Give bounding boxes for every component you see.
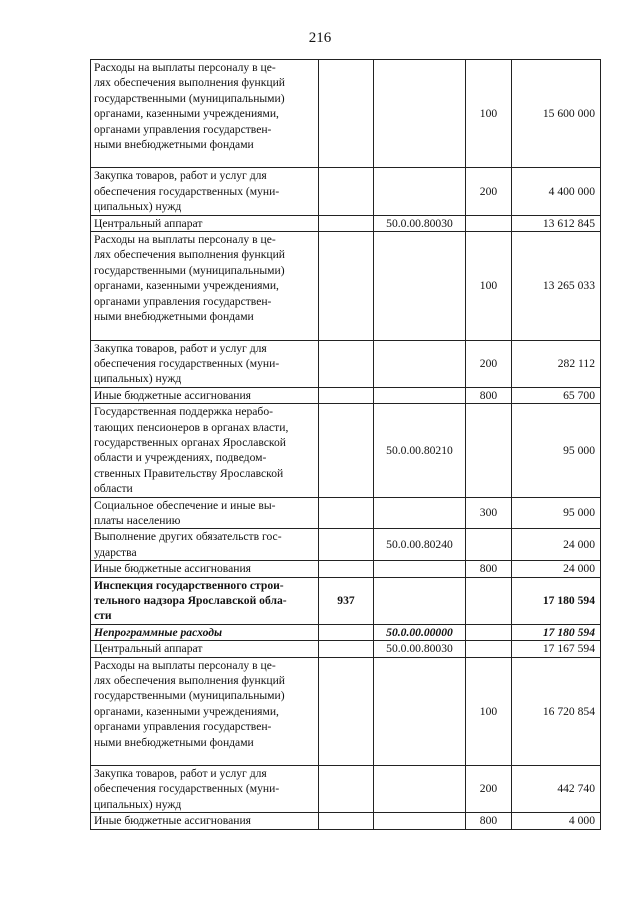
ministry-code-cell — [319, 577, 374, 624]
amount-text: 17 167 594 — [542, 642, 595, 656]
ministry-code-cell — [319, 497, 374, 529]
ministry-code-cell — [319, 641, 374, 657]
program-code-cell — [374, 404, 466, 497]
table-row — [91, 657, 601, 765]
program-code-cell — [374, 387, 466, 403]
item-name-cell — [91, 340, 319, 387]
ministry-code-cell — [319, 657, 374, 765]
page-number: 216 — [308, 30, 332, 46]
item-name-cell — [91, 404, 319, 497]
program-code-cell — [374, 340, 466, 387]
table-row — [91, 641, 601, 657]
expense-type-cell — [466, 404, 512, 497]
item-name-text: Расходы на выплаты персоналу в це- лях обеспечения выполнения функций государственными (муниципальными) органами, казенными учреждениями, органами управления государствен- ными внебюджетными фондами — [94, 61, 285, 152]
item-name-cell — [91, 168, 319, 215]
expense-type-cell — [466, 215, 512, 231]
table-row — [91, 561, 601, 577]
ministry-code-cell — [319, 529, 374, 561]
item-name-text: Социальное обеспечение и иные вы- платы населению — [94, 498, 276, 527]
item-name-text: Иные бюджетные ассигнования — [94, 814, 251, 828]
ministry-code-cell — [319, 404, 374, 497]
budget-table — [90, 59, 601, 830]
amount-cell — [512, 641, 601, 657]
program-code-cell — [374, 624, 466, 640]
amount-cell — [512, 766, 601, 813]
ministry-code-text: 937 — [337, 594, 355, 607]
expense-type-cell — [466, 641, 512, 657]
program-code-cell — [374, 641, 466, 657]
amount-text: 13 265 033 — [542, 279, 595, 293]
ministry-code-cell — [319, 561, 374, 577]
item-name-text: Закупка товаров, работ и услуг для обеспечения государственных (муни- ципальных) нужд — [94, 169, 280, 214]
amount-text: 24 000 — [563, 538, 595, 552]
amount-cell — [512, 215, 601, 231]
program-code-cell — [374, 60, 466, 168]
amount-cell — [512, 387, 601, 403]
ministry-code-cell — [319, 813, 374, 829]
ministry-code-cell — [319, 624, 374, 640]
expense-type-text: 200 — [479, 356, 498, 370]
item-name-cell — [91, 60, 319, 168]
program-code-cell — [374, 529, 466, 561]
expense-type-text: 100 — [479, 107, 498, 121]
amount-text: 4 400 000 — [548, 184, 595, 198]
table-row — [91, 168, 601, 215]
amount-cell — [512, 657, 601, 765]
item-name-cell — [91, 387, 319, 403]
table-row — [91, 340, 601, 387]
amount-text: 4 000 — [568, 814, 595, 828]
item-name-cell — [91, 657, 319, 765]
item-name-text: Непрограммные расходы — [94, 625, 223, 639]
program-code-cell — [374, 497, 466, 529]
item-name-cell — [91, 497, 319, 529]
ministry-code-cell — [319, 766, 374, 813]
amount-text: 65 700 — [563, 388, 595, 402]
item-name-text: Расходы на выплаты персоналу в це- лях обеспечения выполнения функций государственными (муниципальными) органами, казенными учреждениями, органами управления государствен- ными внебюджетными фондами — [94, 233, 285, 324]
item-name-text: Иные бюджетные ассигнования — [94, 388, 251, 402]
item-name-cell — [91, 232, 319, 340]
program-code-text: 50.0.00.00000 — [386, 625, 453, 639]
table-row — [91, 215, 601, 231]
amount-text: 15 600 000 — [542, 107, 595, 121]
amount-cell — [512, 497, 601, 529]
expense-type-cell — [466, 168, 512, 215]
ministry-code-cell — [319, 387, 374, 403]
expense-type-text: 800 — [479, 814, 498, 828]
item-name-text: Иные бюджетные ассигнования — [94, 562, 251, 576]
program-code-cell — [374, 232, 466, 340]
expense-type-text: 800 — [479, 388, 498, 402]
expense-type-cell — [466, 577, 512, 624]
amount-text: 442 740 — [557, 782, 595, 796]
table-row — [91, 60, 601, 168]
expense-type-cell — [466, 340, 512, 387]
amount-cell — [512, 577, 601, 624]
table-row — [91, 813, 601, 829]
item-name-cell — [91, 624, 319, 640]
program-code-text: 50.0.00.80030 — [386, 216, 453, 230]
program-code-text: 50.0.00.80210 — [386, 443, 453, 457]
expense-type-cell — [466, 624, 512, 640]
amount-text: 17 180 594 — [542, 594, 595, 607]
expense-type-cell — [466, 766, 512, 813]
ministry-code-cell — [319, 232, 374, 340]
table-row — [91, 577, 601, 624]
expense-type-text: 300 — [479, 506, 498, 520]
program-code-cell — [374, 577, 466, 624]
expense-type-text: 200 — [479, 782, 498, 796]
ministry-code-cell — [319, 168, 374, 215]
item-name-text: Центральный аппарат — [94, 642, 203, 656]
item-name-cell — [91, 577, 319, 624]
amount-cell — [512, 60, 601, 168]
table-row — [91, 497, 601, 529]
expense-type-cell — [466, 232, 512, 340]
budget-table-body — [91, 60, 601, 830]
amount-cell — [512, 529, 601, 561]
expense-type-cell — [466, 60, 512, 168]
item-name-text: Центральный аппарат — [94, 216, 203, 230]
table-row — [91, 232, 601, 340]
expense-type-cell — [466, 497, 512, 529]
expense-type-cell — [466, 561, 512, 577]
program-code-cell — [374, 561, 466, 577]
item-name-text: Расходы на выплаты персоналу в це- лях обеспечения выполнения функций государственными (муниципальными) органами, казенными учреждениями, органами управления государствен- ными внебюджетными фондами — [94, 658, 285, 749]
ministry-code-cell — [319, 60, 374, 168]
amount-text: 95 000 — [563, 506, 595, 520]
amount-cell — [512, 813, 601, 829]
amount-text: 17 180 594 — [542, 625, 595, 639]
amount-text: 282 112 — [557, 356, 595, 370]
program-code-cell — [374, 215, 466, 231]
item-name-text: Закупка товаров, работ и услуг для обеспечения государственных (муни- ципальных) нужд — [94, 341, 280, 386]
amount-text: 95 000 — [563, 443, 595, 457]
expense-type-cell — [466, 657, 512, 765]
expense-type-text: 100 — [479, 279, 498, 293]
amount-text: 13 612 845 — [542, 216, 595, 230]
amount-cell — [512, 561, 601, 577]
expense-type-cell — [466, 529, 512, 561]
program-code-cell — [374, 168, 466, 215]
program-code-cell — [374, 657, 466, 765]
expense-type-text: 100 — [479, 704, 498, 718]
amount-cell — [512, 340, 601, 387]
item-name-cell — [91, 766, 319, 813]
amount-cell — [512, 404, 601, 497]
expense-type-text: 800 — [479, 562, 498, 576]
table-row — [91, 387, 601, 403]
table-row — [91, 529, 601, 561]
amount-text: 16 720 854 — [542, 704, 595, 718]
item-name-cell — [91, 529, 319, 561]
table-row — [91, 766, 601, 813]
item-name-text: Инспекция государственного строи- тельного надзора Ярославской обла- сти — [94, 578, 287, 623]
amount-text: 24 000 — [563, 562, 595, 576]
item-name-cell — [91, 561, 319, 577]
ministry-code-cell — [319, 215, 374, 231]
program-code-cell — [374, 766, 466, 813]
table-row — [91, 624, 601, 640]
item-name-text: Выполнение других обязательств гос- ударства — [94, 530, 282, 559]
item-name-cell — [91, 641, 319, 657]
expense-type-cell — [466, 813, 512, 829]
item-name-cell — [91, 813, 319, 829]
expense-type-cell — [466, 387, 512, 403]
item-name-text: Закупка товаров, работ и услуг для обеспечения государственных (муни- ципальных) нужд — [94, 767, 280, 811]
expense-type-text: 200 — [479, 184, 498, 198]
program-code-text: 50.0.00.80240 — [386, 538, 453, 552]
program-code-text: 50.0.00.80030 — [386, 642, 453, 656]
amount-cell — [512, 624, 601, 640]
amount-cell — [512, 168, 601, 215]
item-name-cell — [91, 215, 319, 231]
item-name-text: Государственная поддержка нерабо- тающих пенсионеров в органах власти, государственных органах Ярославской области и учреждениях, подведом- ственных Правительству Ярославской области — [94, 405, 289, 496]
table-row — [91, 404, 601, 497]
program-code-cell — [374, 813, 466, 829]
ministry-code-cell — [319, 340, 374, 387]
amount-cell — [512, 232, 601, 340]
